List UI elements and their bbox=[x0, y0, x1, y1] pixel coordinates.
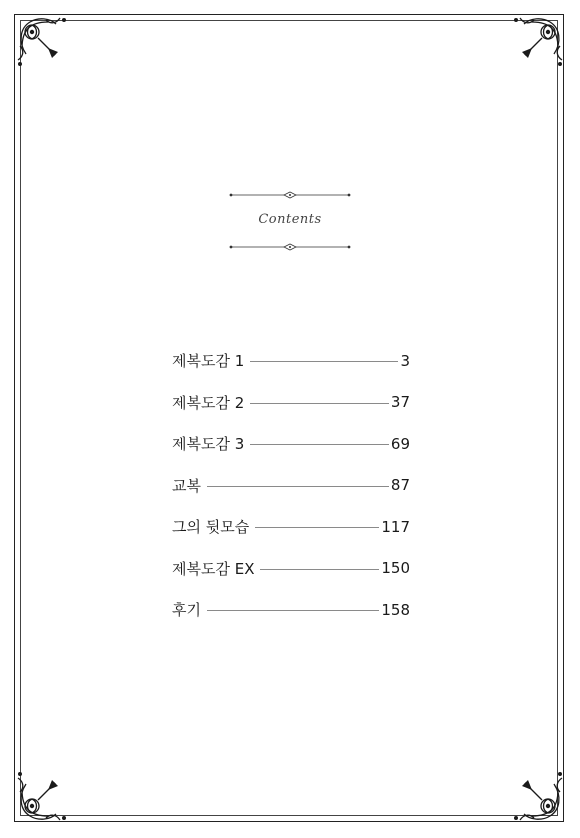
toc-entry-title: 그의 뒷모습 bbox=[172, 518, 250, 537]
contents-heading bbox=[200, 188, 380, 258]
toc-entry[interactable] bbox=[172, 340, 410, 382]
table-of-contents bbox=[172, 340, 410, 631]
toc-entry-title: 제복도감 2 bbox=[172, 393, 245, 412]
corner-ornament-top-left bbox=[8, 8, 78, 78]
toc-leader-line bbox=[207, 486, 389, 487]
toc-entry-page: 158 bbox=[381, 600, 410, 619]
toc-entry-page: 69 bbox=[390, 434, 410, 453]
toc-entry[interactable] bbox=[172, 382, 410, 424]
toc-leader-line bbox=[250, 361, 398, 362]
toc-entry-title: 후기 bbox=[172, 601, 201, 620]
toc-entry-page: 150 bbox=[381, 559, 410, 578]
corner-ornament-bottom-left bbox=[8, 760, 78, 830]
toc-entry[interactable] bbox=[172, 465, 410, 507]
decorative-rule-bottom bbox=[228, 242, 352, 252]
toc-leader-line bbox=[260, 569, 379, 570]
toc-entry-page: 117 bbox=[381, 517, 410, 536]
toc-entry-page: 37 bbox=[390, 393, 410, 412]
toc-entry-title: 제복도감 3 bbox=[172, 435, 245, 454]
toc-leader-line bbox=[250, 403, 389, 404]
toc-leader-line bbox=[250, 444, 389, 445]
decorative-rule-top bbox=[228, 190, 352, 200]
corner-ornament-top-right bbox=[502, 8, 572, 78]
contents-title: Contents bbox=[258, 212, 322, 227]
toc-entry-title: 제복도감 1 bbox=[172, 352, 245, 371]
toc-leader-line bbox=[207, 610, 379, 611]
toc-entry-page: 87 bbox=[390, 476, 410, 495]
toc-entry[interactable] bbox=[172, 506, 410, 548]
toc-entry-title: 제복도감 EX bbox=[172, 559, 255, 578]
toc-entry-page: 3 bbox=[400, 351, 410, 370]
toc-leader-line bbox=[255, 527, 379, 528]
corner-ornament-bottom-right bbox=[502, 760, 572, 830]
toc-entry[interactable] bbox=[172, 423, 410, 465]
toc-entry-title: 교복 bbox=[172, 476, 201, 495]
toc-entry[interactable] bbox=[172, 589, 410, 631]
toc-entry[interactable] bbox=[172, 548, 410, 590]
